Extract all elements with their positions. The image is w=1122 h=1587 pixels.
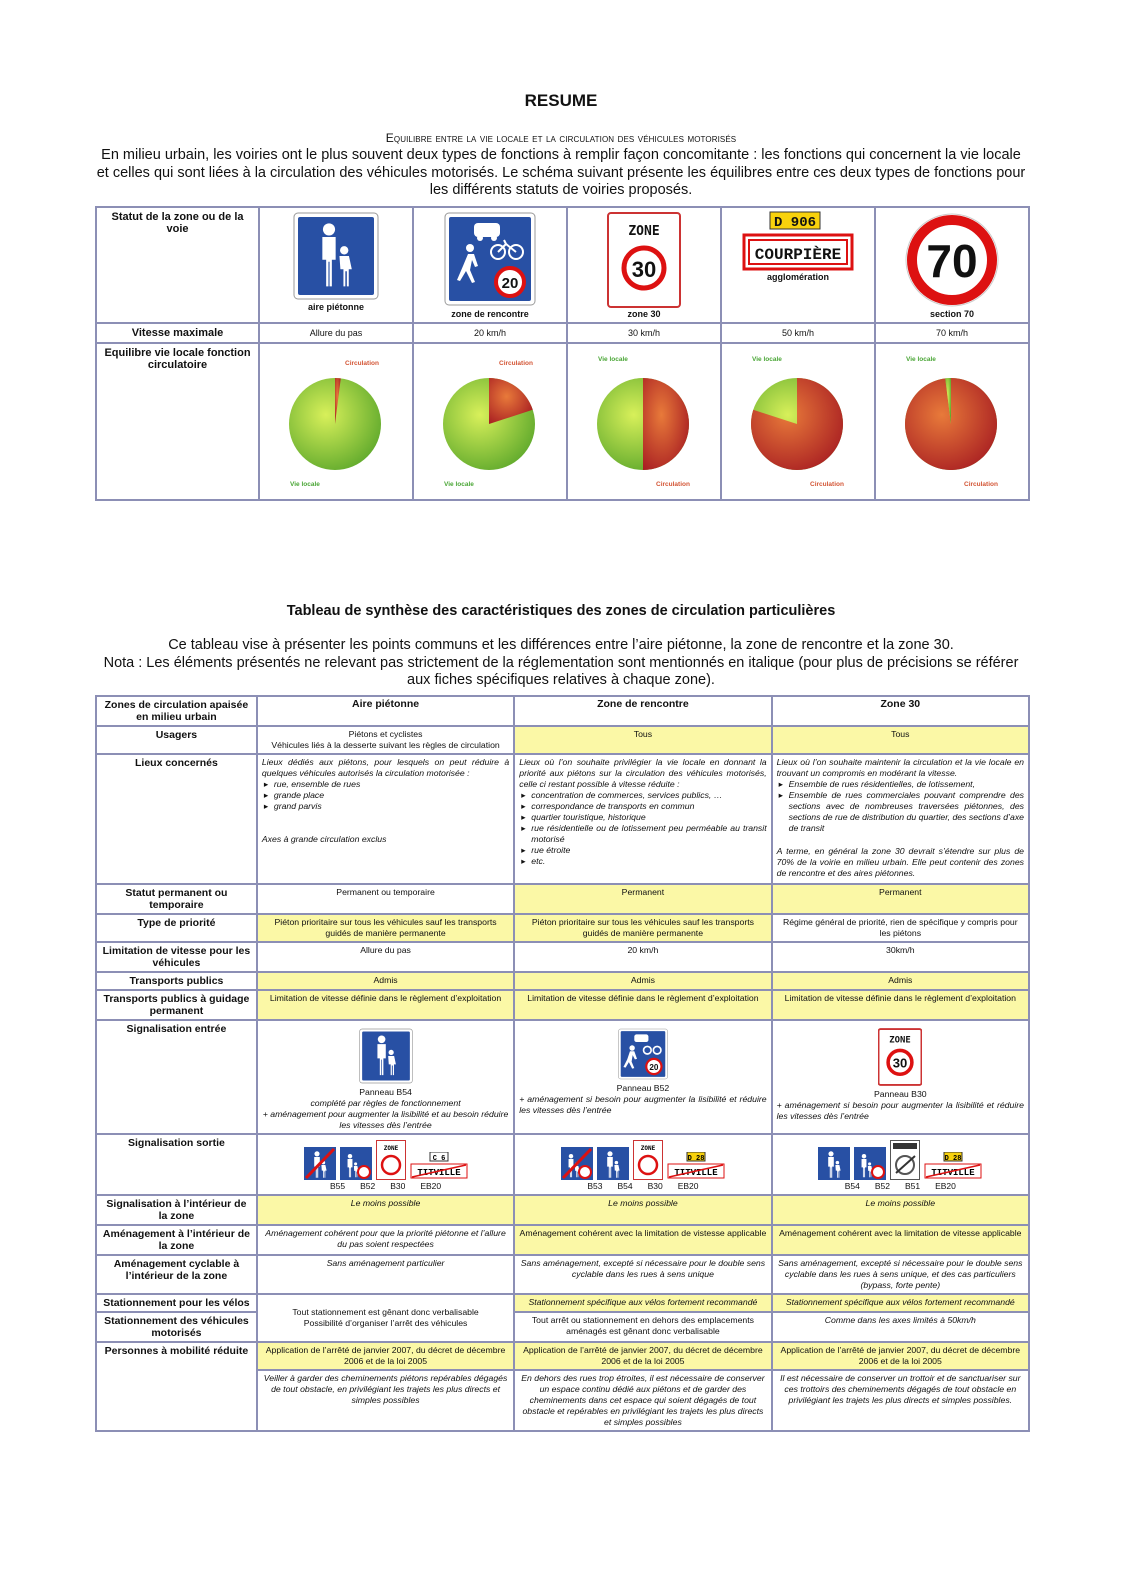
caption: B30 — [647, 1181, 663, 1191]
intro-line: Ce tableau vise à présenter les points communs et les différences entre l’aire piétonne, la zone de rencontre et la zone 30. — [168, 637, 954, 653]
cell: Veiller à garder des cheminements piétons repérables dégagés de tout obstacle, en privilégiant les trajets les plus directs et simples possibles — [257, 1370, 514, 1431]
pie-cell — [413, 343, 567, 500]
cell: Il est nécessaire de conserver un trottoir et de sanctuariser sur ces trottoirs des cheminements dégagés de tout obstacle en privilégiant les trajets les plus directs et simples possibles. — [772, 1370, 1029, 1431]
list-item: ▸ grand parvis — [274, 801, 509, 812]
cell-text: + aménagement si besoin pour augmenter la lisibilité et réduire les vitesses dès l’entrée — [776, 1100, 1024, 1121]
cell: Admis — [514, 972, 771, 990]
cell: Stationnement spécifique aux vélos fortement recommandé — [514, 1294, 771, 1312]
caption: B51 — [904, 1181, 921, 1191]
cell — [257, 1020, 514, 1134]
cell: Régime général de priorité, rien de spécifique y compris pour les piétons — [772, 914, 1029, 942]
row-label: Aménagement à l’intérieur de la zone — [96, 1225, 257, 1255]
cell-text: Véhicules liés à la desserte suivant les règles de circulation — [271, 740, 500, 750]
eb20-town-exit-icon — [667, 1152, 725, 1180]
caption: B54 — [844, 1181, 860, 1191]
pie-cell — [567, 343, 721, 500]
corner-header: Zones de circulation apaisée en milieu urbain — [96, 696, 257, 726]
caption: B53 — [587, 1181, 603, 1191]
cell: Tout arrêt ou stationnement en dehors des emplacements aménagés est gênant donc verbalisable — [514, 1312, 771, 1342]
cell — [257, 726, 514, 754]
b54-sign-icon — [597, 1147, 629, 1180]
pie-slice-circulation — [643, 378, 689, 470]
cell — [257, 754, 514, 884]
cell: Piéton prioritaire sur tous les véhicules sauf les transports guidés de manière permanente — [514, 914, 771, 942]
speed-value: 30 km/h — [567, 323, 721, 343]
status-header: Statut de la zone ou de la voie — [96, 207, 259, 323]
speed-header: Vitesse maximale — [96, 323, 259, 343]
speed-value: 70 km/h — [875, 323, 1029, 343]
cell-text: + aménagement pour augmenter la lisibilité et au besoin réduire les vitesses dès l’entrée — [262, 1109, 509, 1130]
sign-cell-agglomeration — [721, 207, 875, 323]
speed-value: Allure du pas — [259, 323, 413, 343]
caption: B54 — [617, 1181, 633, 1191]
pie-chart — [568, 344, 718, 494]
sign-label: zone 30 — [627, 309, 661, 319]
list — [777, 779, 1024, 834]
pie-chart — [876, 344, 1026, 494]
cell — [772, 754, 1029, 884]
caption: EB20 — [677, 1181, 699, 1191]
caption: B52 — [874, 1181, 890, 1191]
pie-label-vie-locale: Vie locale — [752, 356, 782, 363]
cell: Comme dans les axes limités à 50km/h — [772, 1312, 1029, 1342]
list-item: ▸ etc. — [531, 856, 766, 867]
pie-label-vie-locale: Vie locale — [906, 356, 936, 363]
intro-paragraph: En milieu urbain, les voiries ont le plus souvent deux types de fonctions à remplir façon concomitante : les fonctions qui concernent la vie locale et celles qui sont liées à la circulation des véhicules motorisés. Le schéma suivant présente les équilibres entre ces deux types de fonctions pour les différents statuts de voiries proposés. — [96, 147, 1026, 198]
list-item: ▸ Ensemble de rues commerciales pouvant comprendre des sections avec de nombreuses traversées piétonnes, des sections de rue de distribution du quartier, des sections d’axe de transit — [789, 790, 1024, 834]
town-name: TITVILLE — [931, 1168, 975, 1178]
pie-cell — [259, 343, 413, 500]
pie-chart — [260, 344, 410, 494]
cell — [257, 1134, 514, 1195]
cell: Application de l’arrêté de janvier 2007, du décret de décembre 2006 et de la loi 2005 — [514, 1342, 771, 1370]
row-label: Transports publics à guidage permanent — [96, 990, 257, 1020]
cell-text: Panneau B52 — [616, 1083, 670, 1093]
cell: Le moins possible — [514, 1195, 771, 1225]
cell-text: Piétons et cyclistes — [348, 729, 423, 739]
exit-signs — [262, 1140, 509, 1180]
sign-cell-section-70 — [875, 207, 1029, 323]
cell: Application de l’arrêté de janvier 2007, du décret de décembre 2006 et de la loi 2005 — [257, 1342, 514, 1370]
town-name: COURPIÈRE — [754, 246, 842, 264]
speed-number: 20 — [501, 275, 519, 292]
section-title: Tableau de synthèse des caractéristiques des zones de circulation particulières — [286, 603, 836, 619]
cell — [257, 1294, 514, 1342]
cell-text: Lieux où l’on souhaite privilégier la vie locale en donnant la priorité aux piétons sur la circulation des véhicules motorisés, celle ci restant possible à vitesse réduite : — [519, 757, 767, 789]
b53-end-meeting-zone-icon — [561, 1147, 593, 1180]
exit-signs — [519, 1140, 766, 1180]
pie-label-circulation: Circulation — [964, 481, 998, 488]
zone-word: ZONE — [628, 224, 660, 239]
cell — [772, 1134, 1029, 1195]
cell: Aménagement cohérent pour que la priorité piétonne et l’allure du pas soient respectées — [257, 1225, 514, 1255]
cell: Application de l’arrêté de janvier 2007, du décret de décembre 2006 et de la loi 2005 — [772, 1342, 1029, 1370]
cell: Admis — [772, 972, 1029, 990]
sign-cell-zone-rencontre — [413, 207, 567, 323]
row-label: Usagers — [96, 726, 257, 754]
list-item: ▸ correspondance de transports en commun — [531, 801, 766, 812]
cell-note: A terme, en général la zone 30 devrait s’étendre sur plus de 70% de la voirie en milieu urbain. Elle peut contenir des zones de rencontre et des aires piétonnes. — [776, 846, 1024, 878]
cell-text: Tout stationnement est gênant donc verbalisable — [292, 1307, 479, 1317]
agglomeration-sign-icon — [742, 211, 854, 271]
zone-30-sign-icon — [607, 212, 681, 308]
sign-cell-zone-30 — [567, 207, 721, 323]
caption: EB20 — [935, 1181, 956, 1191]
cell-text: Panneau B54 — [359, 1087, 412, 1097]
list — [262, 779, 509, 812]
sign-cell-aire-pietonne — [259, 207, 413, 323]
pie-cell — [875, 343, 1029, 500]
cell — [514, 1134, 771, 1195]
town-name: TITVILLE — [416, 1168, 461, 1178]
cell: Permanent — [514, 884, 771, 914]
list-item: ▸ rue, ensemble de rues — [274, 779, 509, 790]
cell-note: Axes à grande circulation exclus — [261, 834, 387, 844]
b52-sign-icon — [854, 1147, 886, 1180]
aire-pietonne-sign-icon — [293, 212, 379, 300]
page-title: RESUME — [524, 91, 598, 110]
synthesis-table — [95, 695, 1030, 1432]
pie-label-circulation: Circulation — [656, 481, 690, 488]
cell: Tous — [514, 726, 771, 754]
cell: Allure du pas — [257, 942, 514, 972]
cell-text: Lieux dédiés aux piétons, pour lesquels on peut réduire à quelques véhicules autorisés la circulation motorisée : — [261, 757, 510, 778]
zone-word: ZONE — [889, 1035, 912, 1046]
row-label: Stationnement des véhicules motorisés — [96, 1312, 257, 1342]
row-label: Signalisation sortie — [96, 1134, 257, 1195]
town-name: TITVILLE — [674, 1168, 718, 1178]
pie-label-circulation: Circulation — [345, 360, 379, 367]
pie-cell — [721, 343, 875, 500]
sign-label: section 70 — [929, 309, 975, 319]
pie-label-vie-locale: Vie locale — [444, 481, 474, 488]
plate-text: D 28 — [687, 1155, 705, 1163]
row-label: Lieux concernés — [96, 754, 257, 884]
list-item: ▸ rue résidentielle ou de lotissement peu perméable au transit motorisé — [531, 823, 766, 845]
speed-value: 20 km/h — [413, 323, 567, 343]
caption: EB20 — [420, 1181, 442, 1191]
cell: Permanent ou temporaire — [257, 884, 514, 914]
cell — [514, 754, 771, 884]
list-item: ▸ quartier touristique, historique — [531, 812, 766, 823]
speed-value: 50 km/h — [721, 323, 875, 343]
b54-sign-icon — [359, 1028, 413, 1084]
b54-sign-icon — [818, 1147, 850, 1180]
cell: En dehors des rues trop étroites, il est nécessaire de conserver un espace continu dédié aux piétons et de garder des cheminements dans cet espace qui soient dégagés de tout obstacle et repérables en privilégiant les trajets les plus directs et simples possibles — [514, 1370, 771, 1431]
subtitle: Equilibre entre la vie locale et la circulation des véhicules motorisés — [385, 131, 737, 145]
row-label: Personnes à mobilité réduite — [96, 1342, 257, 1431]
row-label: Transports publics — [96, 972, 257, 990]
pie-label-vie-locale: Vie locale — [598, 356, 628, 363]
plate-text: D 28 — [944, 1155, 962, 1163]
caption: B55 — [329, 1181, 346, 1191]
pie-label-circulation: Circulation — [810, 481, 844, 488]
cell: Stationnement spécifique aux vélos fortement recommandé — [772, 1294, 1029, 1312]
speed-number: 20 — [649, 1062, 659, 1072]
section-intro — [94, 637, 1028, 690]
cell: Admis — [257, 972, 514, 990]
b30-sign-icon — [633, 1140, 663, 1180]
summary-table — [95, 206, 1030, 501]
row-label: Stationnement pour les vélos — [96, 1294, 257, 1312]
list-item: ▸ concentration de commerces, services publics, … — [531, 790, 766, 801]
cell-text: + aménagement si besoin pour augmenter la lisibilité et réduire les vitesses dès l’entrée — [519, 1094, 767, 1115]
caption: B52 — [360, 1181, 376, 1191]
b52-sign-icon — [340, 1147, 372, 1180]
exit-signs — [777, 1140, 1024, 1180]
col-header: Zone de rencontre — [514, 696, 771, 726]
plate-text: C 6 — [432, 1155, 445, 1163]
caption-row — [262, 1181, 509, 1192]
cell: 20 km/h — [514, 942, 771, 972]
eb20-town-exit-icon — [410, 1152, 468, 1180]
list-item: ▸ Ensemble de rues résidentielles, de lotissement, — [789, 779, 1024, 790]
b30-sign-icon — [878, 1028, 922, 1086]
row-label: Signalisation à l’intérieur de la zone — [96, 1195, 257, 1225]
zone-word: ZONE — [640, 1145, 656, 1152]
speed-number: 30 — [631, 257, 657, 282]
balance-header: Equilibre vie locale fonction circulatoire — [96, 343, 259, 500]
cell: Sans aménagement, excepté si nécessaire pour le double sens cyclable dans les rues à sens unique — [514, 1255, 771, 1294]
cell-text: Panneau B30 — [873, 1089, 927, 1099]
b55-end-pedestrian-icon — [304, 1147, 336, 1180]
cell: Piéton prioritaire sur tous les véhicules sauf les transports guidés de manière permanente — [257, 914, 514, 942]
cell: Tous — [772, 726, 1029, 754]
cell: 30km/h — [772, 942, 1029, 972]
caption-row — [519, 1181, 766, 1192]
pie-chart — [414, 344, 564, 494]
b30-sign-icon — [376, 1140, 406, 1180]
cell — [514, 1020, 771, 1134]
col-header: Zone 30 — [772, 696, 1029, 726]
row-label: Signalisation entrée — [96, 1020, 257, 1134]
pie-label-vie-locale: Vie locale — [290, 481, 320, 488]
b52-sign-icon — [618, 1028, 668, 1080]
sign-label: aire piétonne — [307, 302, 364, 312]
cell-text: Lieux où l’on souhaite maintenir la circulation et la vie locale en trouvant un compromis en modérant la vitesse. — [776, 757, 1024, 778]
list-item: ▸ grande place — [274, 790, 509, 801]
zone-word: ZONE — [383, 1145, 398, 1152]
speed-number: 30 — [893, 1055, 908, 1071]
cell: Limitation de vitesse définie dans le règlement d’exploitation — [772, 990, 1029, 1020]
row-label: Statut permanent ou temporaire — [96, 884, 257, 914]
caption-row — [777, 1181, 1024, 1192]
sign-label: agglomération — [766, 272, 829, 282]
col-header: Aire piétonne — [257, 696, 514, 726]
list-item: ▸ rue étroite — [531, 845, 766, 856]
b51-end-zone-30-icon — [890, 1140, 920, 1180]
cell: Le moins possible — [257, 1195, 514, 1225]
cell-text: complété par règles de fonctionnement — [310, 1098, 461, 1108]
list — [519, 790, 766, 867]
pie-label-circulation: Circulation — [499, 360, 533, 367]
sign-label: zone de rencontre — [451, 309, 529, 319]
cell: Sans aménagement particulier — [257, 1255, 514, 1294]
pie-chart — [722, 344, 872, 494]
cell — [772, 1020, 1029, 1134]
row-label: Limitation de vitesse pour les véhicules — [96, 942, 257, 972]
speed-number: 70 — [926, 235, 978, 287]
row-label: Aménagement cyclable à l’intérieur de la zone — [96, 1255, 257, 1294]
cell: Aménagement cohérent avec la limitation de vistesse applicable — [514, 1225, 771, 1255]
row-label: Type de priorité — [96, 914, 257, 942]
zone-rencontre-sign-icon — [444, 212, 536, 306]
cell: Sans aménagement, excepté si nécessaire pour le double sens cyclable dans les rues à sens unique, et des cas particuliers (bypass, forte pente) — [772, 1255, 1029, 1294]
cell: Aménagement cohérent avec la limitation de vitesse applicable — [772, 1225, 1029, 1255]
speed-70-sign-icon — [904, 212, 1000, 308]
cell-text: Possibilité d’organiser l’arrêt des véhicules — [303, 1318, 468, 1328]
cell: Permanent — [772, 884, 1029, 914]
cell: Le moins possible — [772, 1195, 1029, 1225]
eb20-town-exit-icon — [924, 1152, 982, 1180]
caption: B30 — [390, 1181, 406, 1191]
cell: Limitation de vitesse définie dans le règlement d’exploitation — [514, 990, 771, 1020]
nota-line: Nota : Les éléments présentés ne relevant pas strictement de la réglementation sont mentionnés en italique (pour plus de précisions se référer aux fiches spécifiques relatives à chaque zone). — [103, 654, 1019, 688]
cell: Limitation de vitesse définie dans le règlement d’exploitation — [257, 990, 514, 1020]
road-number: D 906 — [773, 215, 817, 231]
